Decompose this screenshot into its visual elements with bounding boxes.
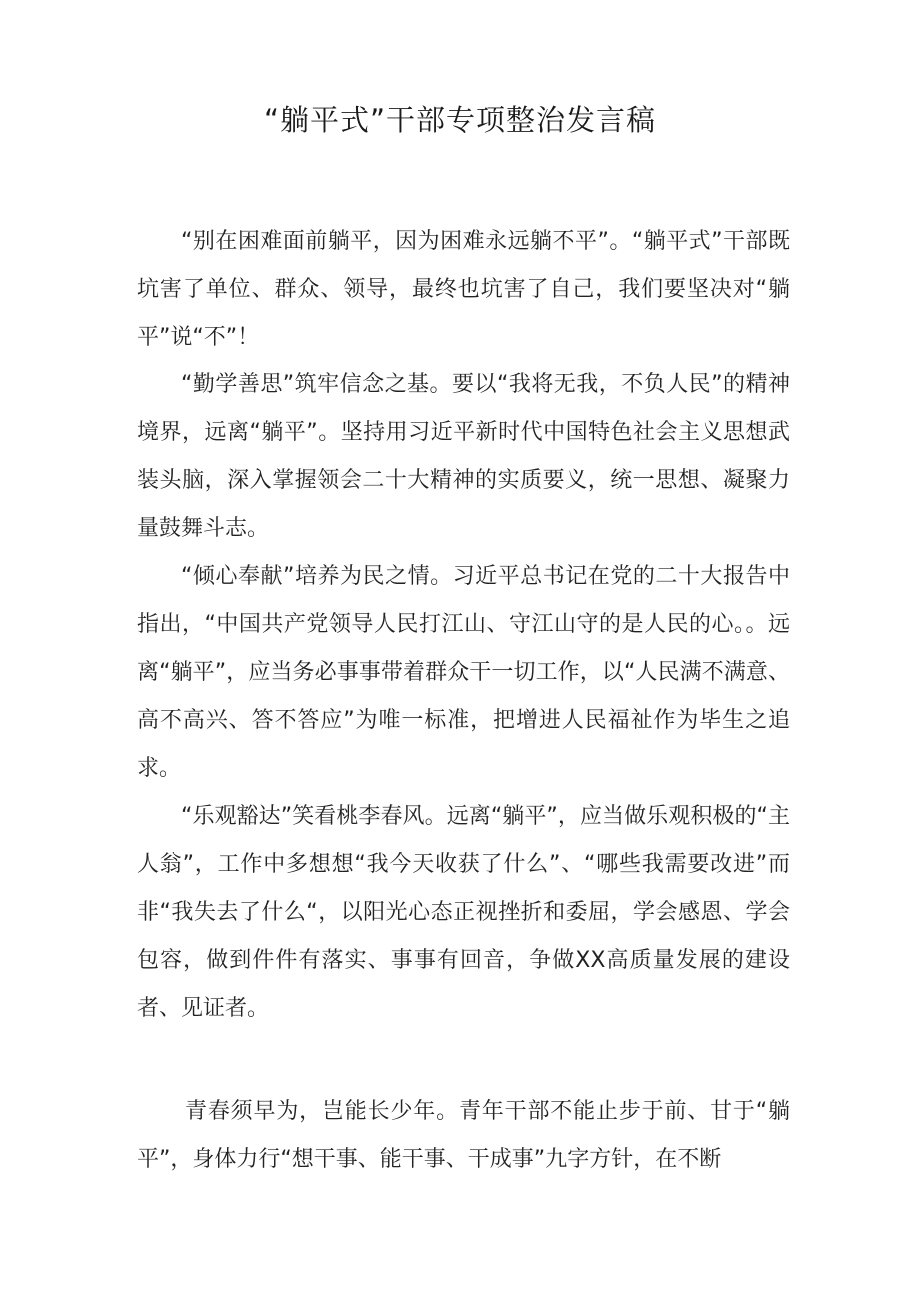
document-title: “躺平式”干部专项整治发言稿 bbox=[263, 103, 657, 137]
paragraph-optimism: “乐观豁达”笑看桃李春风。远离“躺平”，应当做乐观积极的“主人翁”，工作中多想想“我今天收获了什么”、“哪些我需要改进”而非“我失去了什么“，以阳光心态正视挫折和委屈，学会感恩、学会包容，做到件件有落实、事事有回音，争做XX高质量发展的建设者、见证者。 bbox=[137, 804, 790, 1021]
paragraph-dedication: “倾心奉献”培养为民之情。习近平总书记在党的二十大报告中指出，“中国共产党领导人民打江山、守江山守的是人民的心。。远离“躺平”，应当务必事事带着群众干一切工作，以“人民满不满意、高不高兴、答不答应”为唯一标准，把增进人民福祉作为毕生之追求。 bbox=[137, 564, 790, 781]
paragraph-study: “勤学善思”筑牢信念之基。要以“我将无我，不负人民”的精神境界，远离“躺平”。坚持用习近平新时代中国特色社会主义思想武装头脑，深入掌握领会二十大精神的实质要义，统一思想、凝聚力量鼓舞斗志。 bbox=[137, 372, 790, 541]
paragraph-youth: 青春须早为，岂能长少年。青年干部不能止步于前、甘于“躺平”，身体力行“想干事、能干事、干成事”九字方针，在不断 bbox=[137, 1099, 790, 1172]
paragraph-intro: “别在困难面前躺平，因为困难永远躺不平”。“躺平式”干部既坑害了单位、群众、领导，最终也坑害了自己，我们要坚决对“躺平”说“不”！ bbox=[137, 229, 790, 350]
